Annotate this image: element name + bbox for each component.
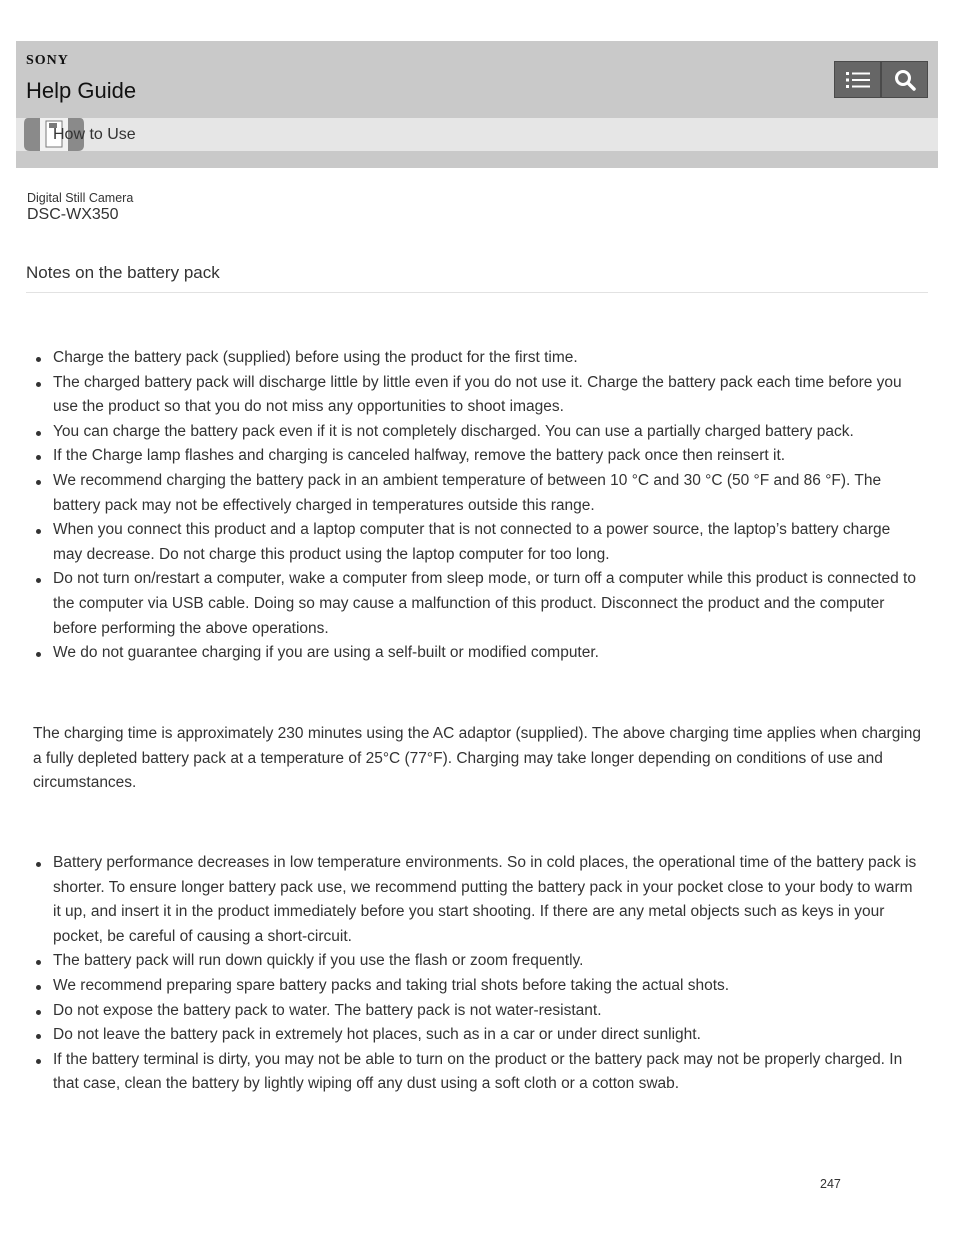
list-item: Battery performance decreases in low temperature environments. So in cold places, the operational time of the battery pack is shorter. To ensure longer battery pack use, we recommend putting the battery pack in your pocket close to your body to warm it up, and insert it in the product immediately before you start shooting. If there are any metal objects such as keys in your pocket, be careful of causing a short-circuit. <box>53 851 923 949</box>
section-band <box>16 118 938 151</box>
usage-notes-list <box>53 851 923 1097</box>
sony-logo: SONY <box>26 53 69 68</box>
list-icon <box>845 70 871 90</box>
search-icon <box>893 68 917 92</box>
list-item: When you connect this product and a laptop computer that is not connected to a power source, the laptop’s battery charge may decrease. Do not charge this product using the laptop computer for too long. <box>53 518 923 567</box>
product-type: Digital Still Camera <box>27 191 134 205</box>
list-item: Do not expose the battery pack to water. The battery pack is not water-resistant. <box>53 999 923 1024</box>
charging-notes-list <box>53 346 923 666</box>
search-button[interactable] <box>881 61 928 98</box>
product-model: DSC-WX350 <box>27 206 119 223</box>
charging-time-paragraph: The charging time is approximately 230 minutes using the AC adaptor (supplied). The above charging time applies when charging a fully depleted battery pack at a temperature of 25°C (77°F). Charging may take longer depending on conditions of use and circumstances. <box>33 725 922 792</box>
site-header <box>16 41 938 168</box>
title-divider <box>26 292 928 293</box>
list-item: We do not guarantee charging if you are using a self-built or modified computer. <box>53 641 923 666</box>
how-to-use-link[interactable]: How to Use <box>53 126 136 143</box>
list-item: We recommend preparing spare battery packs and taking trial shots before taking the actual shots. <box>53 974 923 999</box>
list-item: If the Charge lamp flashes and charging is canceled halfway, remove the battery pack once then reinsert it. <box>53 444 923 469</box>
list-item: If the battery terminal is dirty, you may not be able to turn on the product or the battery pack may not be properly charged. In that case, clean the battery by lightly wiping off any dust using a soft cloth or a cotton swab. <box>53 1048 923 1097</box>
list-item: The charged battery pack will discharge little by little even if you do not use it. Charge the battery pack each time before you use the product so that you do not miss any opportunities to shoot images. <box>53 371 923 420</box>
list-item: The battery pack will run down quickly if you use the flash or zoom frequently. <box>53 949 923 974</box>
page-title: Notes on the battery pack <box>26 263 220 282</box>
list-item: Do not leave the battery pack in extremely hot places, such as in a car or under direct sunlight. <box>53 1023 923 1048</box>
list-item: Do not turn on/restart a computer, wake a computer from sleep mode, or turn off a computer while this product is connected to the computer via USB cable. Doing so may cause a malfunction of this product. Disconnect the product and the computer before performing the above operations. <box>53 567 923 641</box>
list-item: We recommend charging the battery pack in an ambient temperature of between 10 °C and 30 °C (50 °F and 86 °F). The battery pack may not be effectively charged in temperatures outside this range. <box>53 469 923 518</box>
list-item: You can charge the battery pack even if it is not completely discharged. You can use a partially charged battery pack. <box>53 420 923 445</box>
page-number: 247 <box>820 1177 841 1191</box>
help-guide-title: Help Guide <box>26 78 137 103</box>
list-item: Charge the battery pack (supplied) before using the product for the first time. <box>53 346 923 371</box>
table-of-contents-button[interactable] <box>834 61 881 98</box>
